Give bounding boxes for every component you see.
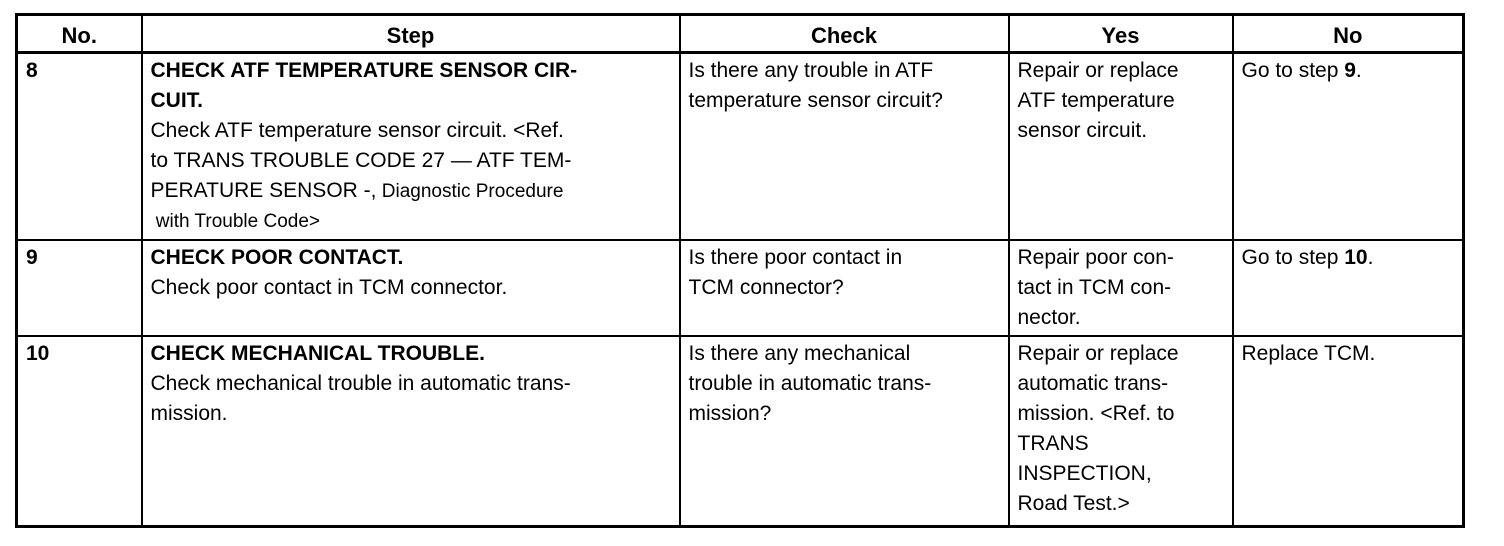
no-text: Replace TCM. xyxy=(1241,341,1376,365)
step-number: 8 xyxy=(17,53,142,240)
no-cell xyxy=(1233,336,1464,527)
no-cell xyxy=(1233,240,1464,336)
table-header-row xyxy=(17,15,1464,53)
check-line: Is there any mechanical xyxy=(688,341,911,365)
yes-line: TRANS xyxy=(1017,431,1089,455)
yes-cell xyxy=(1009,53,1233,240)
yes-line: mission. <Ref. to xyxy=(1017,401,1175,425)
step-body-line: mission. xyxy=(150,401,228,425)
header-yes: Yes xyxy=(1009,15,1233,53)
yes-cell xyxy=(1009,240,1233,336)
check-line: mission? xyxy=(688,401,772,425)
table-row xyxy=(17,53,1464,240)
check-line: temperature sensor circuit? xyxy=(688,89,943,112)
step-title: CHECK MECHANICAL TROUBLE. xyxy=(150,341,485,365)
yes-line: sensor circuit. xyxy=(1017,119,1148,142)
header-step: Step xyxy=(142,15,680,53)
no-text: Go to step xyxy=(1241,59,1345,82)
check-cell xyxy=(680,336,1009,527)
check-line: TCM connector? xyxy=(688,275,844,299)
no-text: . xyxy=(1367,245,1374,269)
step-cell xyxy=(142,240,680,336)
check-line: trouble in automatic trans- xyxy=(688,371,932,395)
check-line: Is there any trouble in ATF xyxy=(688,59,934,82)
yes-line: nector. xyxy=(1017,305,1081,329)
step-cell xyxy=(142,53,680,240)
header-no-result: No xyxy=(1233,15,1464,53)
step-number: 9 xyxy=(17,240,142,336)
step-number: 10 xyxy=(17,336,142,527)
check-line: Is there poor contact in xyxy=(688,245,903,269)
step-title-line: CUIT. xyxy=(150,89,203,112)
step-cell xyxy=(142,336,680,527)
diagnostic-table xyxy=(15,13,1465,528)
yes-line: Repair or replace xyxy=(1017,341,1179,365)
header-check: Check xyxy=(680,15,1009,53)
step-body-line: Check ATF temperature sensor circuit. <Ref. xyxy=(150,119,564,142)
table-row xyxy=(17,240,1464,336)
next-step-number: 10 xyxy=(1344,245,1368,269)
header-no: No. xyxy=(17,15,142,53)
step-description xyxy=(151,116,671,237)
step-body-line: Check mechanical trouble in automatic trans- xyxy=(150,371,571,395)
step-description: Check poor contact in TCM connector. xyxy=(150,275,508,299)
yes-line: tact in TCM con- xyxy=(1017,275,1172,299)
check-cell xyxy=(680,53,1009,240)
table-row xyxy=(17,336,1464,527)
step-title: CHECK POOR CONTACT. xyxy=(150,245,404,269)
yes-line: INSPECTION, xyxy=(1017,461,1152,485)
step-title-line: CHECK ATF TEMPERATURE SENSOR CIR- xyxy=(150,59,578,82)
check-cell xyxy=(680,240,1009,336)
no-cell xyxy=(1233,53,1464,240)
no-text: . xyxy=(1355,59,1362,82)
step-body-fragment: PERATURE SENSOR -, xyxy=(150,179,377,202)
yes-line: Repair poor con- xyxy=(1017,245,1174,269)
step-title xyxy=(151,56,671,116)
step-body-line: with Trouble Code> xyxy=(150,211,321,232)
yes-line: Repair or replace xyxy=(1017,59,1179,82)
step-body-line xyxy=(151,176,671,207)
step-body-line: to TRANS TROUBLE CODE 27 — ATF TEM- xyxy=(150,149,572,172)
no-text: Go to step xyxy=(1241,245,1345,269)
step-description xyxy=(151,369,671,429)
yes-line: ATF temperature xyxy=(1017,89,1175,112)
yes-cell xyxy=(1009,336,1233,527)
step-body-fragment: Diagnostic Procedure xyxy=(376,181,564,202)
yes-line: automatic trans- xyxy=(1017,371,1169,395)
yes-line: Road Test.> xyxy=(1017,491,1130,515)
next-step-number: 9 xyxy=(1344,59,1356,82)
